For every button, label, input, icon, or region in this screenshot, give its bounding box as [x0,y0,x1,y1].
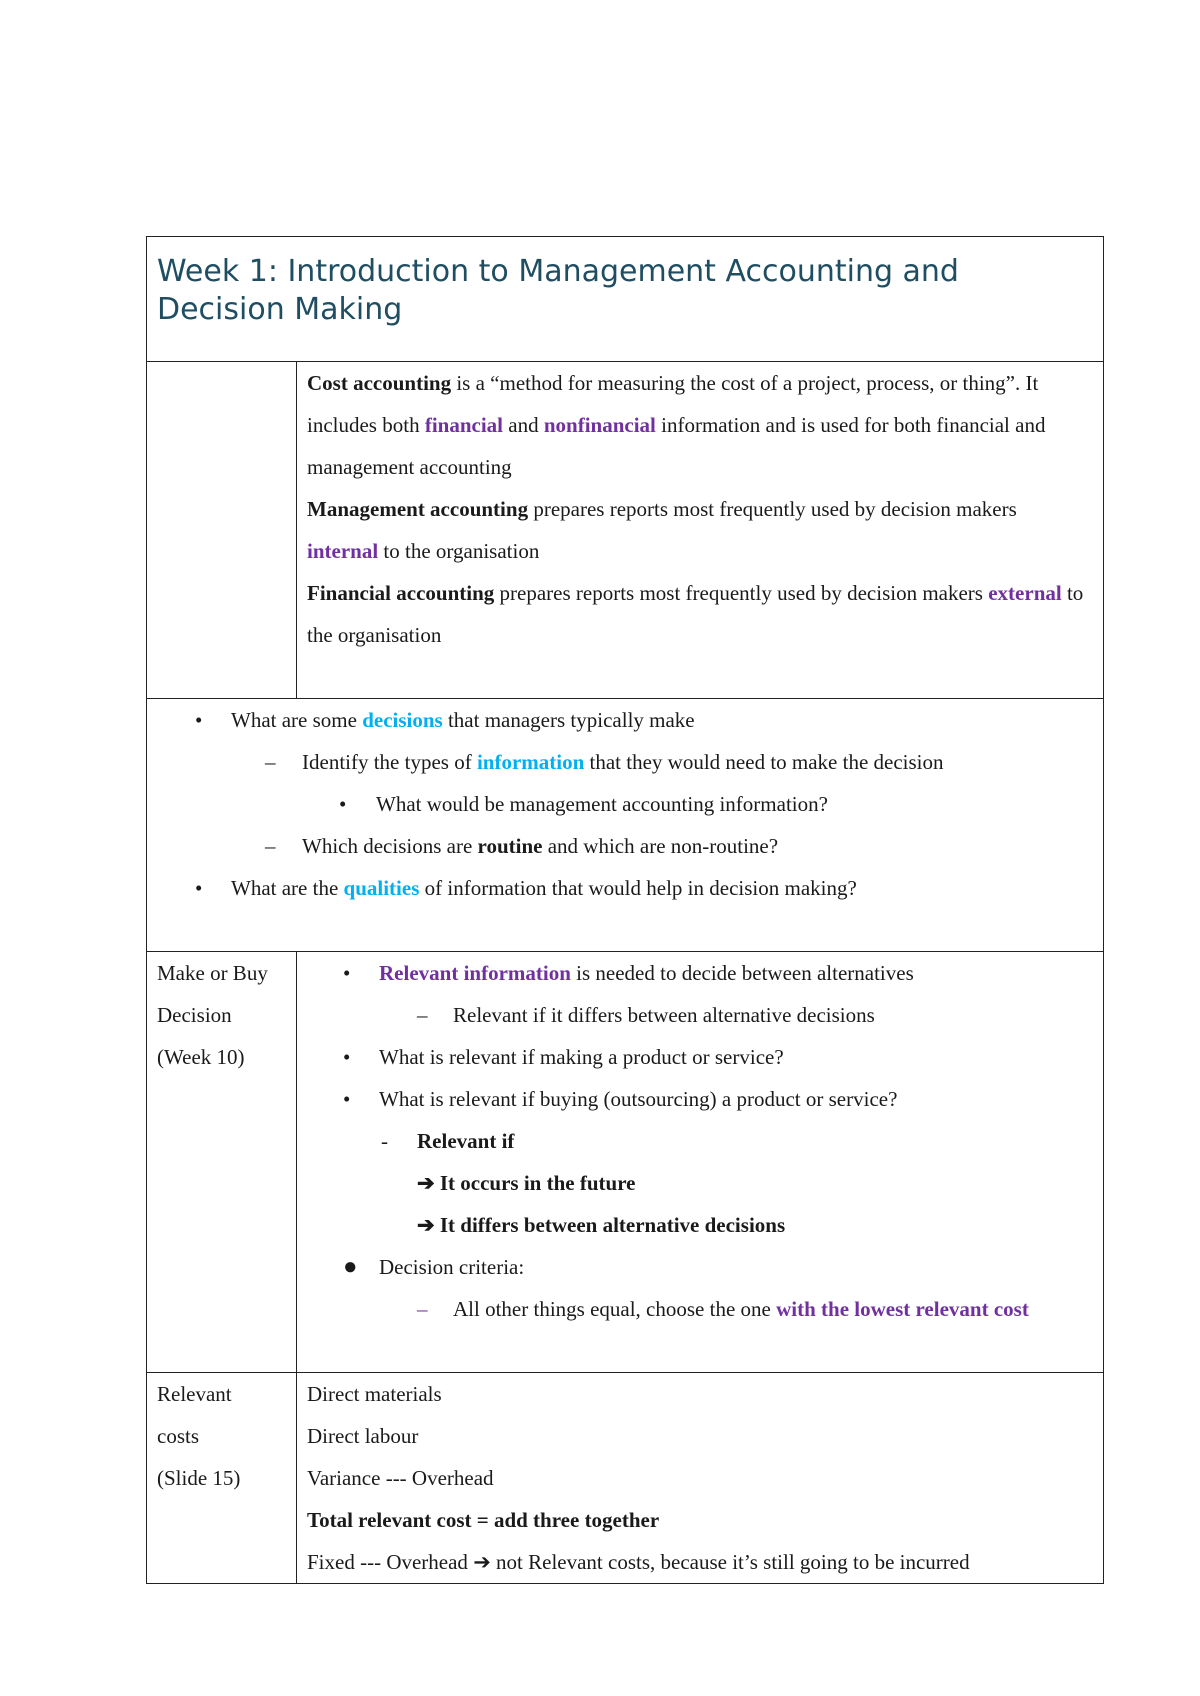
list-item [297,1246,1093,1288]
notes-table [146,236,1104,1584]
list-item [147,825,1103,867]
financial-term: financial [424,413,504,437]
bullet-icon: • [339,792,347,816]
text: What would be management accounting information? [376,792,828,816]
text: prepares reports most frequently used by decision makers [494,581,989,605]
cost-line [307,1541,1093,1583]
dash-icon: - [381,1129,388,1153]
text: All other things equal, choose the one [453,1297,777,1321]
list-item [297,1036,1093,1078]
bullet-icon: • [343,961,351,985]
text: What is relevant if making a product or service? [379,1045,784,1069]
information-term: information [476,750,585,774]
cost-line: Variance --- Overhead [307,1466,494,1490]
text: Decision criteria: [379,1255,525,1279]
bullet-icon: • [343,1087,351,1111]
page-title: Week 1: Introduction to Management Accounting and Decision Making [147,237,1104,362]
nonfinancial-term: nonfinancial [543,413,656,437]
internal-term: internal [307,539,379,563]
bullet-icon: ● [343,1254,358,1280]
list-item [147,783,1103,825]
text: What are some [231,708,363,732]
text: to the organisation [378,539,540,563]
cost-line: Direct labour [307,1424,419,1448]
relevant-if-heading: Relevant if [417,1129,515,1153]
text: prepares reports most frequently used by decision makers [528,497,1017,521]
text: Identify the types of [302,750,477,774]
external-term: external [988,581,1062,605]
text: and which are non-routine? [542,834,779,858]
qualities-term: qualities [343,876,420,900]
bullet-icon: • [195,708,203,732]
total-relevant-cost-line: Total relevant cost = add three together [307,1508,660,1532]
label-line: (Slide 15) [157,1466,241,1490]
arrow-right-icon: ➔ [417,1213,435,1237]
text: is a “method for measuring the cost of a project, process, or thing”. It includes both [307,371,1039,437]
list-item [297,1078,1093,1120]
intro-label-cell [147,362,297,699]
label-line: costs [157,1424,199,1448]
cost-accounting-paragraph [307,362,1093,488]
make-buy-content-cell [297,952,1104,1373]
questions-cell [147,699,1104,952]
dash-icon: – [265,834,276,858]
questions-row [147,699,1104,952]
bullet-icon: • [343,1045,351,1069]
list-item [297,1204,1093,1246]
intro-cell [297,362,1104,699]
text: information and is used for both financial and management accounting [307,413,1046,479]
text: Relevant if it differs between alternative decisions [453,1003,875,1027]
text: What are the [231,876,344,900]
routine-term: routine [477,834,543,858]
text: It differs between alternative decisions [439,1213,786,1237]
list-item [297,1120,1093,1162]
cost-line: Direct materials [307,1382,442,1406]
label-line: Relevant [157,1382,232,1406]
financial-accounting-term: Financial accounting [307,581,495,605]
text: that they would need to make the decision [584,750,944,774]
arrow-right-icon: ➔ [417,1171,435,1195]
decisions-term: decisions [362,708,443,732]
text: not Relevant costs, because it’s still going to be incurred [490,1550,970,1574]
text: Which decisions are [302,834,478,858]
list-item [147,867,1103,909]
relevant-costs-label-cell [147,1373,297,1584]
list-item [147,699,1103,741]
text: of information that would help in decision making? [419,876,857,900]
cost-accounting-term: Cost accounting [307,371,452,395]
text: and [503,413,544,437]
make-buy-label-cell [147,952,297,1373]
text: It occurs in the future [439,1171,636,1195]
label-line: (Week 10) [157,1045,245,1069]
text: Fixed --- Overhead [307,1550,474,1574]
dash-icon: – [417,1003,428,1027]
relevant-costs-content-cell [297,1373,1104,1584]
title-row [147,237,1104,362]
management-accounting-paragraph [307,488,1093,572]
dash-icon: – [417,1297,428,1321]
relevant-costs-row [147,1373,1104,1584]
dash-icon: – [265,750,276,774]
management-accounting-term: Management accounting [307,497,529,521]
list-item [297,994,1093,1036]
arrow-right-icon: ➔ [473,1550,491,1574]
label-line: Make or Buy [157,961,268,985]
list-item [147,741,1103,783]
list-item [297,952,1093,994]
text: What is relevant if buying (outsourcing) a product or service? [379,1087,898,1111]
make-buy-row [147,952,1104,1373]
intro-row [147,362,1104,699]
text: that managers typically make [442,708,695,732]
financial-accounting-paragraph [307,572,1093,656]
relevant-information-term: Relevant information [379,961,571,985]
list-item [297,1162,1093,1204]
list-item [297,1288,1093,1330]
text: is needed to decide between alternatives [570,961,914,985]
label-line: Decision [157,1003,232,1027]
text: to the organisation [307,581,1084,647]
lowest-relevant-cost-term: with the lowest relevant cost [776,1297,1029,1321]
bullet-icon: • [195,876,203,900]
